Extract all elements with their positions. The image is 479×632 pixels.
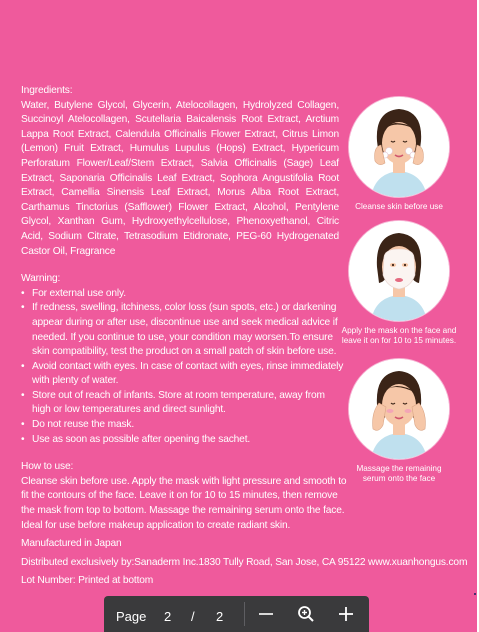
warning-line: Avoid contact with eyes. In case of contact with eyes, rinse immediately xyxy=(32,360,344,372)
current-page-input[interactable]: 2 xyxy=(164,609,172,624)
ingredients-heading: Ingredients: xyxy=(21,85,73,96)
pdf-viewer-toolbar xyxy=(104,596,369,632)
warning-line: Store out of reach of infants. Store at room temperature, away from xyxy=(32,389,325,401)
lot-number: Lot Number: Printed at bottom xyxy=(21,575,154,587)
step-apply-mask xyxy=(340,220,458,346)
caption-line: Cleanse skin before use xyxy=(355,202,443,211)
warning-line: If redness, swelling, itchiness, color loss (sun spots, etc.) or darkening xyxy=(32,302,337,314)
warning-line: needed. If you continue to use, your condition may worsen.To ensure xyxy=(32,331,333,343)
step-cleanse xyxy=(340,96,458,212)
warning-item xyxy=(21,301,339,359)
warning-line: appear during or after use, discontinue use and seek medical advice if xyxy=(32,316,338,328)
warning-line: skin compatibility, test the product on a small patch of skin before use. xyxy=(32,346,337,358)
warning-item xyxy=(21,287,339,302)
warning-item xyxy=(21,418,339,433)
distributor-info: Distributed exclusively by:Sanaderm Inc.1830 Tully Road, San Jose, CA 95122 www.xuanhongus.com xyxy=(21,556,468,568)
ingredients-list: Water, Butylene Glycol, Glycerin, Atelocollagen, Hydrolyzed Collagen, Succinoyl Atelocollagen, Scutellaria Baicalensis Root Extract, Arctium Lappa Root Extract, Calendula Officinalis Flower Extract, Citrus Limon (Lemon) Fruit Extract, Humulus Lupulus (Hops) Extract, Hypericum Perforatum Flower/Leaf/Stem Extract, Salvia Officinalis (Sage) Leaf Extract, Saponaria Officinalis Leaf Extract, Sophora Angustifolia Root Extract, Camellia Sinensis Leaf Extract, Morus Alba Root Extract, Carthamus Tinctorius (Safflower) Flower Extract, Alcohol, Pentylene Glycol, Xanthan Gum, Hydroxyethylcellulose, Phenoxyethanol, Citric Acid, Sodium Citrate, Tetrasodium Etidronate, PEG-60 Hydrogenated Castor Oil, Fragrance xyxy=(21,99,339,257)
zoom-out-icon[interactable] xyxy=(256,604,276,624)
step-caption xyxy=(340,202,458,212)
face-massage-icon xyxy=(348,358,450,460)
face-cleansing-icon xyxy=(348,96,450,198)
step-caption xyxy=(340,326,458,346)
page-separator: / xyxy=(191,609,195,624)
howto-heading: How to use: xyxy=(21,461,74,473)
bullet-icon: • xyxy=(21,287,25,299)
bullet-icon: • xyxy=(21,302,25,314)
step-caption xyxy=(340,464,458,484)
howto-line: the mask from top to bottom. Massage the remaining serum onto the face. xyxy=(21,505,345,517)
warning-item xyxy=(21,433,339,448)
warning-heading: Warning: xyxy=(21,273,61,285)
page-corner-mark xyxy=(474,593,476,595)
bullet-icon: • xyxy=(21,389,25,401)
warning-line: For external use only. xyxy=(32,287,126,299)
warning-list xyxy=(21,287,344,448)
caption-line: Apply the mask on the face and xyxy=(341,326,457,335)
face-mask-icon xyxy=(348,220,450,322)
step-massage xyxy=(340,358,458,484)
caption-line: leave it on for 10 to 15 minutes. xyxy=(341,336,457,345)
caption-line: Massage the remaining xyxy=(356,464,442,473)
warning-item xyxy=(21,389,339,418)
howto-line: fit the contours of the face. Leave it on for 10 to 15 minutes, then remove xyxy=(21,490,338,502)
warning-line: Use as soon as possible after opening the sachet. xyxy=(32,433,251,445)
manufactured-in: Manufactured in Japan xyxy=(21,538,122,550)
warning-line: Do not reuse the mask. xyxy=(32,419,135,431)
warning-item xyxy=(21,360,344,389)
total-pages: 2 xyxy=(216,609,224,624)
howto-line: Ideal for use before makeup application to create radiant skin. xyxy=(21,519,291,531)
toolbar-divider xyxy=(244,602,245,626)
bullet-icon: • xyxy=(21,419,25,431)
bullet-icon: • xyxy=(21,433,25,445)
zoom-magnifier-icon[interactable] xyxy=(296,604,316,624)
bullet-icon: • xyxy=(21,360,25,372)
warning-line: high or low temperatures and direct sunlight. xyxy=(32,404,226,416)
howto-line: Cleanse skin before use. Apply the mask with light pressure and smooth to xyxy=(21,475,347,487)
warning-line: with plenty of water. xyxy=(32,375,119,387)
page-label: Page xyxy=(116,609,147,624)
caption-line: serum onto the face xyxy=(362,474,436,483)
zoom-in-icon[interactable] xyxy=(336,604,356,624)
